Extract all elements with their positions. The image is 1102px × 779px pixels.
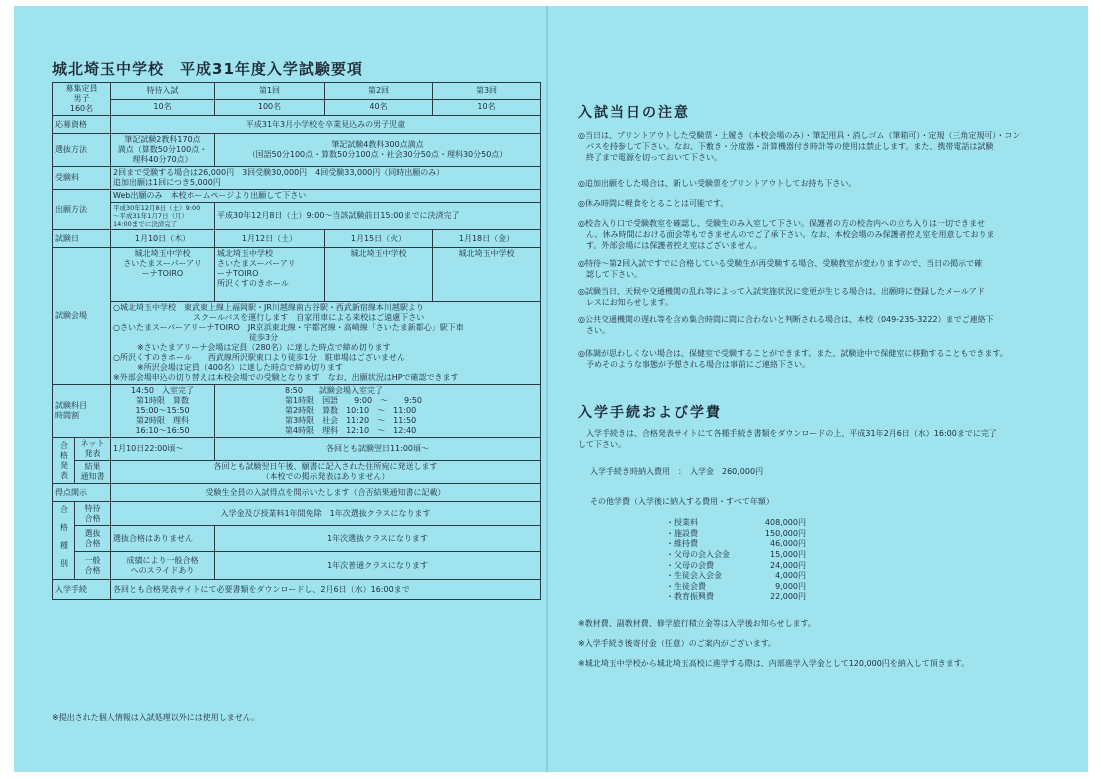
date-tokutai: 1月10日（木） xyxy=(111,230,215,248)
table-row xyxy=(53,248,541,302)
heading-enrollment: 入学手続および学費 xyxy=(578,405,722,421)
venue-3: 城北埼玉中学校 xyxy=(433,248,541,302)
exam-table xyxy=(52,82,541,600)
footnote: ※城北埼玉中学校から城北埼玉高校に進学する際は、内部進学入学金として120,000円を納入して頂きます。 xyxy=(578,659,970,668)
table-row xyxy=(53,580,541,600)
table-row xyxy=(53,302,541,385)
note-item: ◎校舎入り口で受験教室を確認し、受験生のみ入室して下さい。保護者の方の校舎内への立ち入りは一切できませ ん。休み時間における面会等もできませんのでご了承下さい。なお、本校会場のみ保護者控え室を用意しておりま す。外部会場には保護者控え室はございません。 xyxy=(578,219,995,251)
venue-2: 城北埼玉中学校 xyxy=(325,248,433,302)
fee-amount: 15,000円 xyxy=(770,549,806,559)
date-3: 1月18日（金） xyxy=(433,230,541,248)
enroll-label: 入学手続 xyxy=(53,580,111,600)
round-3: 第3回 xyxy=(433,83,541,100)
net-label: ネット 発表 xyxy=(75,438,111,461)
result-label: 合格発表 xyxy=(53,438,75,484)
venue-label: 試験会場 xyxy=(53,248,111,385)
note-item: ◎体調が思わしくない場合は、保健室で受験することができます。また、試験途中で保健室に移動することもできます。 予めそのような事態が予想される場合は事前にご連絡下さい。 xyxy=(578,349,1008,370)
list-item xyxy=(666,550,806,561)
fee-name: ・父母の会費 xyxy=(666,560,714,570)
table-row xyxy=(53,83,541,100)
right-page xyxy=(548,6,1088,772)
kind1-text: 入学金及び授業料1年間免除 1年次選抜クラスになります xyxy=(111,502,541,526)
list-item xyxy=(666,571,806,582)
table-row xyxy=(53,190,541,203)
eligibility-text: 平成31年3月小学校を卒業見込みの男子児童 xyxy=(111,116,541,134)
list-item xyxy=(666,529,806,540)
fee-name: ・生徒会費 xyxy=(666,581,706,591)
entry-fee: 入学手続き時納入費用 ： 入学金 260,000円 xyxy=(590,467,764,476)
apply-regular: 平成30年12月8日（土）9:00～当該試験前日15:00までに決済完了 xyxy=(215,203,541,230)
eligibility-label: 応募資格 xyxy=(53,116,111,134)
fee-amount: 150,000円 xyxy=(764,528,806,538)
fee-amount: 24,000円 xyxy=(770,560,806,570)
fee-amount: 4,000円 xyxy=(775,571,806,581)
list-item xyxy=(666,539,806,550)
kind3-regular: 1年次普通クラスになります xyxy=(215,552,541,580)
date-label: 試験日 xyxy=(53,230,111,248)
venue-tokutai: 城北埼玉中学校 さいたまスーパーアリ ーナTOIRO xyxy=(111,248,215,302)
fee-name: ・授業料 xyxy=(666,518,698,527)
fee-name: ・生徒会入会金 xyxy=(666,571,722,581)
note-item: ◎特待～第2回入試ですでに合格している受験生が再受験する場合、受験教室が変わりますので、当日の掲示で確 認して下さい。 xyxy=(578,259,983,280)
schedule-label: 試験科目 時間割 xyxy=(53,385,111,438)
left-page xyxy=(14,6,546,772)
net-tokutai: 1月10日22:00頃～ xyxy=(111,438,215,461)
venue-1: 城北埼玉中学校 さいたまスーパーアリ ーナTOIRO 所沢くすのきホール xyxy=(215,248,325,302)
apply-line-1: Web出願のみ 本校ホームページより出願して下さい xyxy=(111,190,541,203)
table-row xyxy=(53,461,541,484)
fee-name: ・教育振興費 xyxy=(666,592,714,602)
kind3-tokutai: 成績により一般合格 へのスライドあり xyxy=(111,552,215,580)
capacity-label: 募集定員 男子 160名 xyxy=(53,83,111,116)
fee-name: ・施設費 xyxy=(666,528,698,538)
kind2-regular: 1年次選抜クラスになります xyxy=(215,526,541,552)
selection-regular: 筆記試験4教科300点満点 （国語50分100点・算数50分100点・社会30分50点・理科30分50点） xyxy=(215,134,541,167)
score-text: 受験生全員の入試得点を開示いたします（合否結果通知書に記載） xyxy=(111,484,541,502)
round-2: 第2回 xyxy=(325,83,433,100)
round-1: 第1回 xyxy=(215,83,325,100)
fee-amount: 46,000円 xyxy=(770,539,806,549)
selection-tokutai: 筆記試験2教科170点 満点（算数50分100点・ 理科40分70点） xyxy=(111,134,215,167)
capacity-tokutai: 10名 xyxy=(111,99,215,116)
note-item: ◎試験当日、天候や交通機関の乱れ等によって入試実施状況に変更が生じる場合は、出願時に登録したメールアド レスにお知らせします。 xyxy=(578,287,985,308)
selection-label: 選抜方法 xyxy=(53,134,111,167)
heading-exam-day: 入試当日の注意 xyxy=(578,105,690,121)
fee-list xyxy=(666,518,806,603)
table-row xyxy=(53,116,541,134)
apply-label: 出願方法 xyxy=(53,190,111,230)
fee-line-1: 2回まで受験する場合は26,000円 3回受験30,000円 4回受験33,000円（同時出願のみ） xyxy=(113,168,445,177)
table-row xyxy=(53,167,541,190)
round-tokutai: 特待入試 xyxy=(111,83,215,100)
table-row xyxy=(53,203,541,230)
table-row xyxy=(53,134,541,167)
mail-text: 各回とも試験翌日午後、願書に記入された住所宛に発送します （本校での掲示発表はありません） xyxy=(111,461,541,484)
other-fee-title: その他学費（入学後に納入する費用・すべて年額） xyxy=(590,497,774,506)
apply-tokutai: 平成30年12月8日（土）9:00 ～平成31年1月7日（月） 14:00までに決済完了 xyxy=(111,203,215,230)
net-regular: 各回とも試験翌日11:00頃～ xyxy=(215,438,541,461)
fee-name: ・父母の会入会金 xyxy=(666,549,730,559)
note-item: ◎休み時間に軽食をとることは可能です。 xyxy=(578,199,729,208)
privacy-note: ※提出された個人情報は入試処理以外には使用しません。 xyxy=(52,713,260,722)
kind2-tokutai: 選抜合格はありません xyxy=(111,526,215,552)
venue-notes: ○城北埼玉中学校 東武東上線上福岡駅・JR川越線南古谷駅・西武新宿線本川越駅より スクールバスを運行します 自家用車による来校はご遠慮下さい ○さいたまスーパーアリーナTOIRO JR京浜東北線・宇都宮線・高崎線「さいたま新都心」駅下車 徒歩3分 ※さいたまアリーナ会場は定員（280名）に達した時点で締め切ります ○所沢くすのきホール 西武線所沢駅東口より徒歩1分 駐車場はございません ※所沢会場は定員（400名）に達した時点で締め切ります ※外部会場申込の切り替えは本校会場での受験となります なお、出願状況はHPで確認できます xyxy=(111,302,541,385)
list-item xyxy=(666,582,806,593)
fee-amount: 9,000円 xyxy=(775,581,806,591)
kind1-label: 特待 合格 xyxy=(75,502,111,526)
table-row xyxy=(53,552,541,580)
capacity-2: 40名 xyxy=(325,99,433,116)
date-1: 1月12日（土） xyxy=(215,230,325,248)
enroll-text: 各回とも合格発表サイトにて必要書類をダウンロードし、2月6日（水）16:00まで xyxy=(111,580,541,600)
fee-name: ・維持費 xyxy=(666,539,698,549)
note-item: ◎当日は、プリントアウトした受験票・上履き（本校会場のみ）・筆記用具・消しゴム（筆箱可）・定規（三角定規可）・コン パスを持参して下さい。なお、下敷き・分度器・計算機器付き時計等の使用は禁止します。また、携帯電話は試験 終了まで電源を切っておいて下さい。 xyxy=(578,131,1021,163)
schedule-tokutai: 14:50 入室完了 第1時限 算数 15:00～15:50 第2時限 理科 16:10～16:50 xyxy=(111,385,215,438)
kind-label: 合格種別 xyxy=(53,502,75,580)
table-row xyxy=(53,99,541,116)
capacity-1: 100名 xyxy=(215,99,325,116)
note-item: ◎公共交通機関の遅れ等を含め集合時間に間に合わないと判断される場合は、本校（049-235-3222）までご連絡下 さい。 xyxy=(578,315,994,336)
schedule-regular: 8:50 試験会場入室完了 第1時限 国語 9:00 ～ 9:50 第2時限 算数 10:10 ～ 11:00 第3時限 社会 11:20 ～ 11:50 第4時限 理科 12:10 ～ 12:40 xyxy=(215,385,541,438)
list-item xyxy=(666,518,806,529)
procedure-text: 入学手続きは、合格発表サイトにて各種手続き書類をダウンロードの上、平成31年2月6日（水）16:00までに完了 して下さい。 xyxy=(578,429,997,450)
list-item xyxy=(666,561,806,572)
table-row xyxy=(53,484,541,502)
table-row xyxy=(53,385,541,438)
fee-label: 受験料 xyxy=(53,167,111,190)
note-item: ◎追加出願をした場合は、新しい受験票をプリントアウトしてお持ち下さい。 xyxy=(578,179,857,188)
capacity-3: 10名 xyxy=(433,99,541,116)
fee-text xyxy=(111,167,541,190)
footnote: ※教材費、副教材費、修学旅行積立金等は入学後お知らせします。 xyxy=(578,619,816,628)
table-row xyxy=(53,438,541,461)
fee-line-2: 追加出願は1回につき5,000円 xyxy=(113,178,221,187)
footnote: ※入学手続き後寄付金（任意）のご案内がございます。 xyxy=(578,639,777,648)
fee-amount: 408,000円 xyxy=(764,518,806,527)
list-item xyxy=(666,592,806,603)
date-2: 1月15日（火） xyxy=(325,230,433,248)
score-label: 得点開示 xyxy=(53,484,111,502)
fee-amount: 22,000円 xyxy=(770,592,806,602)
table-row xyxy=(53,526,541,552)
table-row xyxy=(53,502,541,526)
kind3-label: 一般 合格 xyxy=(75,552,111,580)
table-row xyxy=(53,230,541,248)
page-title: 城北埼玉中学校 平成31年度入学試験要項 xyxy=(52,60,363,78)
mail-label: 結果 通知書 xyxy=(75,461,111,484)
kind2-label: 選抜 合格 xyxy=(75,526,111,552)
